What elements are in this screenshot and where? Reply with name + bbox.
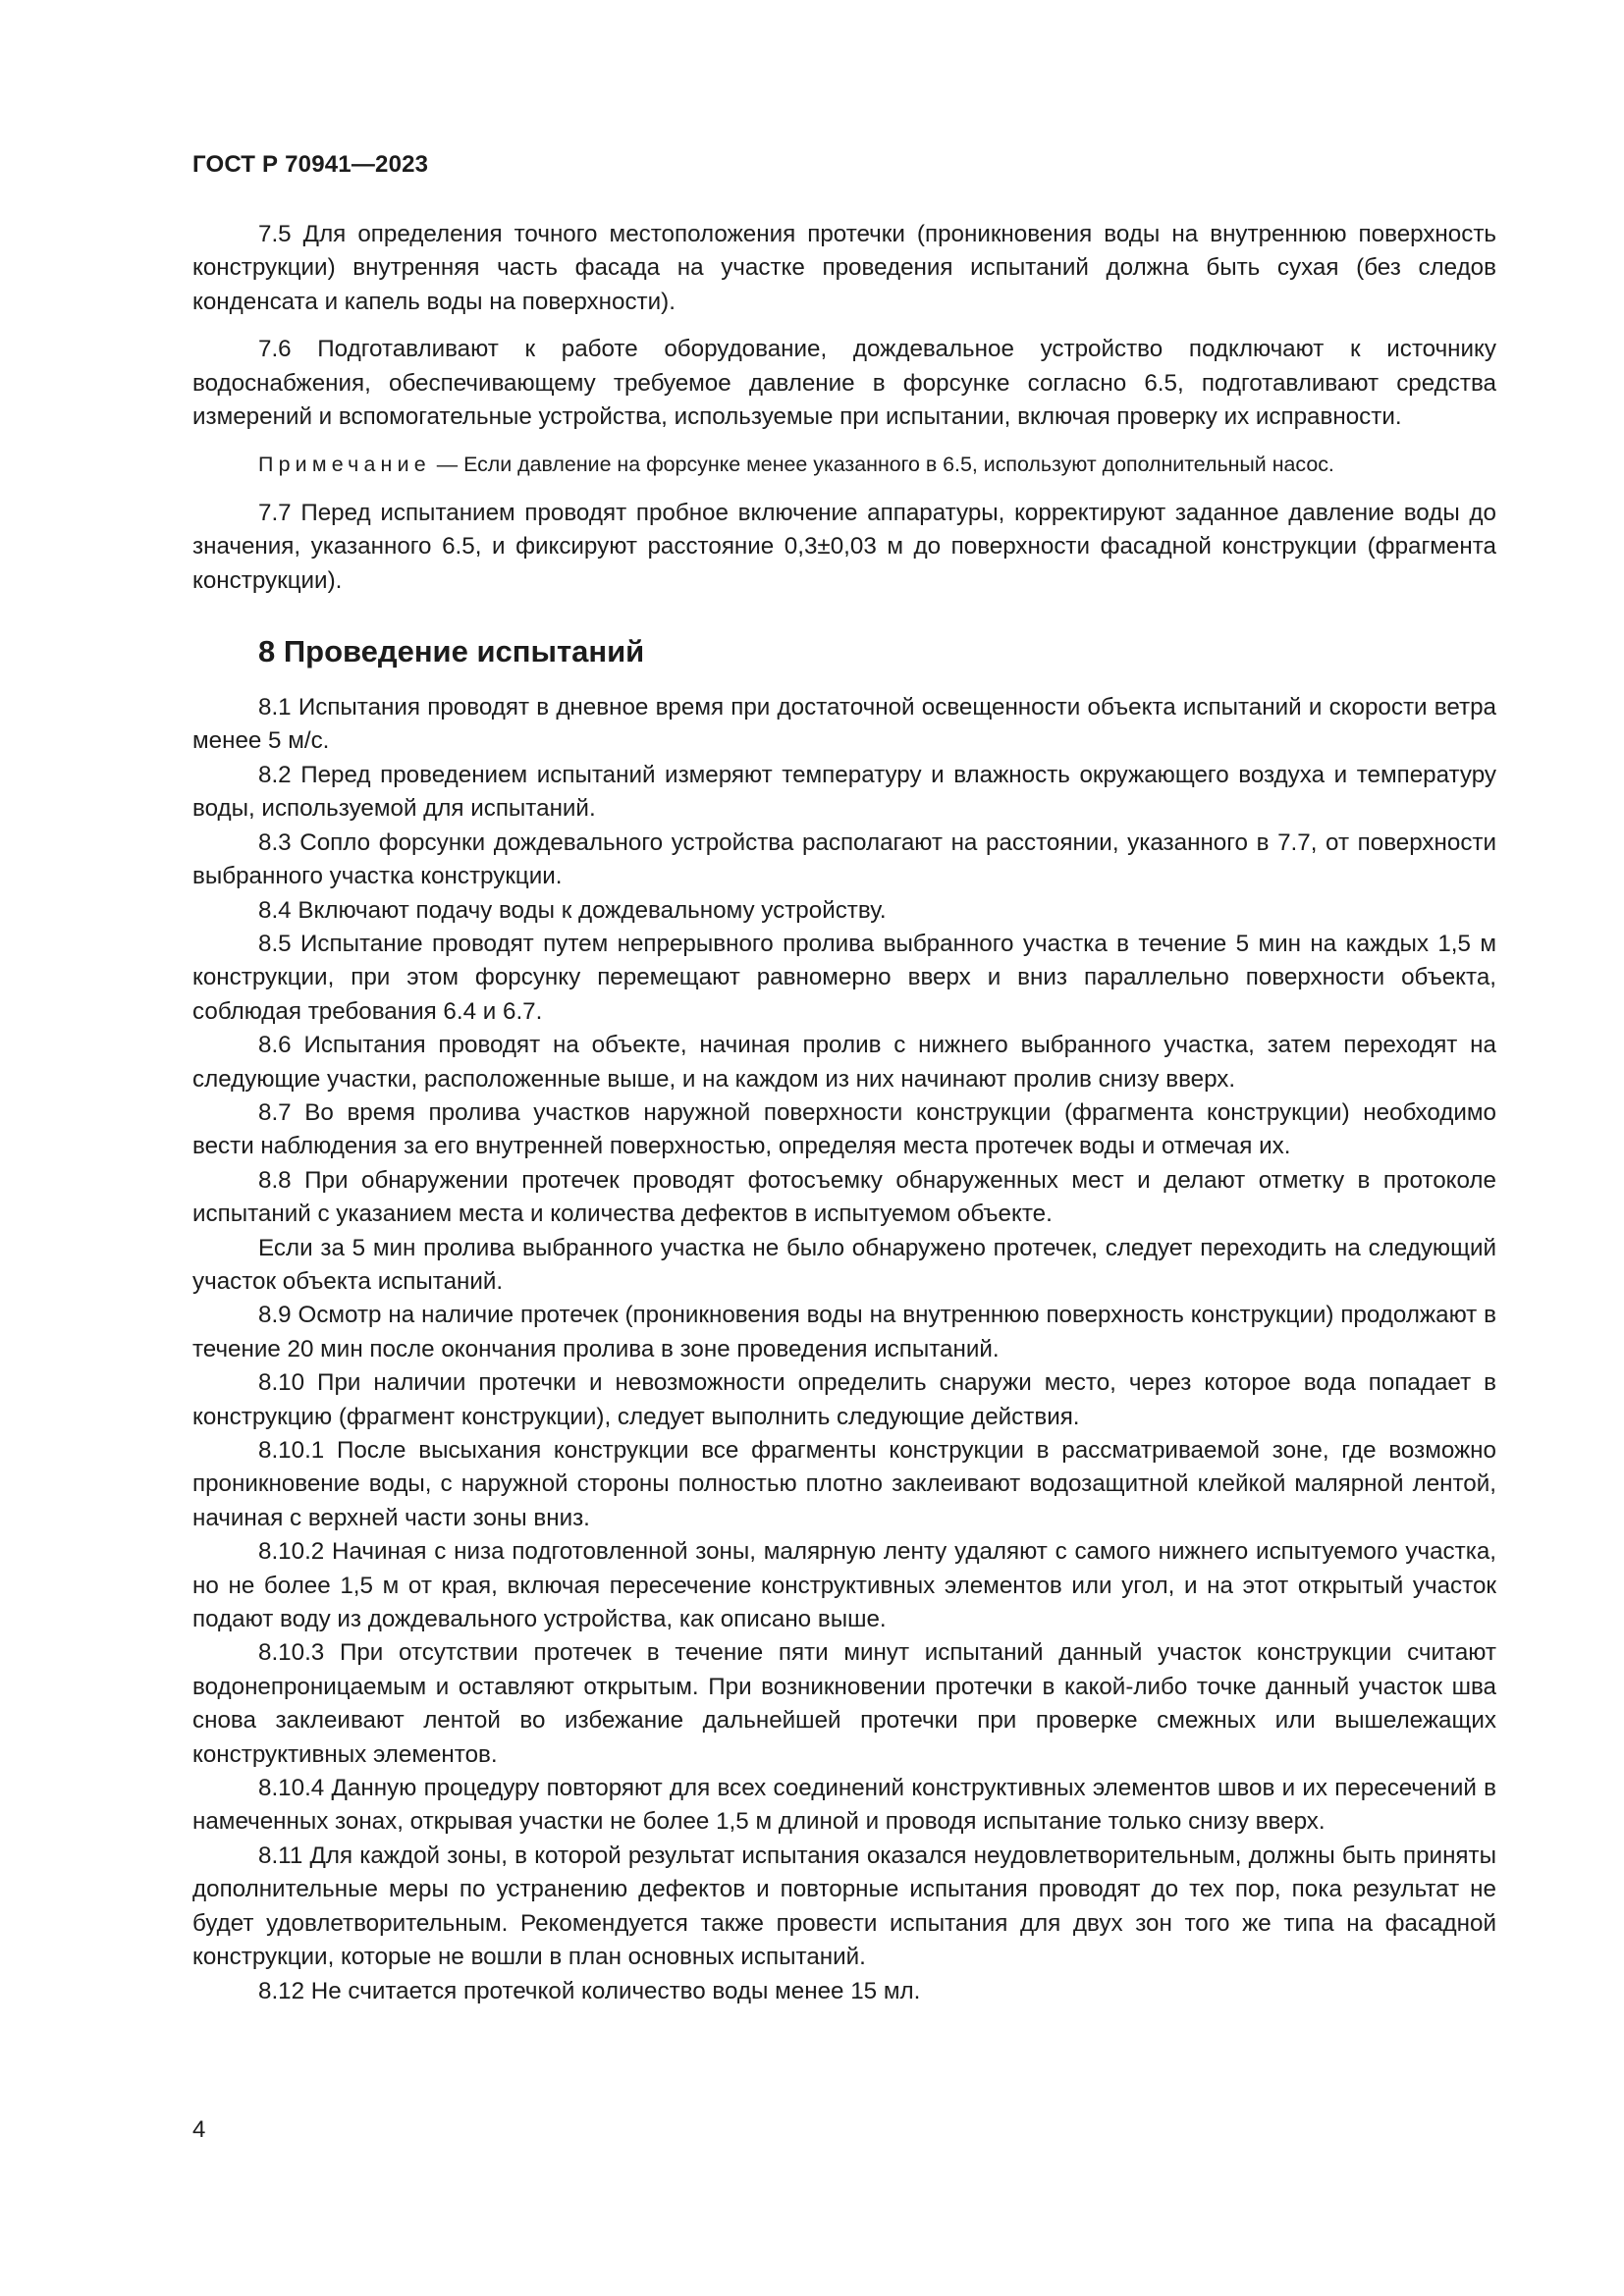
paragraph-8-10-1: 8.10.1 После высыхания конструкции все фрагменты конструкции в рассматриваемой зоне, где возможно проникновение воды, с наружной стороны полностью плотно заклеивают водозащитной клейкой малярной лентой, начиная с верхней части зоны вниз. [192, 1437, 1496, 1531]
paragraph-8-10-4: 8.10.4 Данную процедуру повторяют для всех соединений конструктивных элементов швов и их пересечений в намеченных зонах, открывая участки не более 1,5 м длиной и проводя испытание только снизу вверх. [192, 1775, 1496, 1836]
section-8-heading: 8 Проведение испытаний [258, 634, 645, 669]
paragraph-8-1: 8.1 Испытания проводят в дневное время при достаточной освещенности объекта испытаний и скорости ветра менее 5 м/с. [192, 694, 1496, 755]
page-number: 4 [192, 2116, 206, 2143]
paragraph-7-5: 7.5 Для определения точного местоположения протечки (проникновения воды на внутреннюю поверхность конструкции) внутренняя часть фасада на участке проведения испытаний должна быть сухая (без следов конденсата и капель воды на поверхности). [192, 221, 1496, 315]
paragraph-8-10: 8.10 При наличии протечки и невозможности определить снаружи место, через которое вода попадает в конструкцию (фрагмент конструкции), следует выполнить следующие действия. [192, 1369, 1496, 1430]
paragraph-8-10-2: 8.10.2 Начиная с низа подготовленной зоны, малярную ленту удаляют с самого нижнего испытуемого участка, но не более 1,5 м от края, включая пересечение конструктивных элементов или угол, и на этот открытый участок подают воду из дождевального устройства, как описано выше. [192, 1538, 1496, 1633]
paragraph-8-11: 8.11 Для каждой зоны, в которой результат испытания оказался неудовлетворительным, должны быть приняты дополнительные меры по устранению дефектов и повторные испытания проводят до тех пор, пока результат не будет удовлетворительным. Рекомендуется также провести испытания для двух зон того же типа на фасадной конструкции, которые не вошли в план основных испытаний. [192, 1842, 1496, 1971]
paragraph-8-5: 8.5 Испытание проводят путем непрерывного пролива выбранного участка в течение 5 мин на каждых 1,5 м конструкции, при этом форсунку перемещают равномерно вверх и вниз параллельно поверхности объекта, соблюдая требования 6.4 и 6.7. [192, 930, 1496, 1025]
paragraph-8-12: 8.12 Не считается протечкой количество воды менее 15 мл. [258, 1977, 921, 2004]
page-body [192, 218, 1496, 2008]
note-paragraph [192, 448, 1496, 481]
paragraph-8-4: 8.4 Включают подачу воды к дождевальному устройству. [258, 896, 887, 924]
paragraph-8-10-3: 8.10.3 При отсутствии протечек в течение пяти минут испытаний данный участок конструкции считают водонепроницаемым и оставляют открытым. При возникновении протечки в какой-либо точке данный участок шва снова заклеивают лентой во избежание дальнейшей протечки при проверке смежных или вышележащих конструктивных элементов. [192, 1639, 1496, 1768]
paragraph-8-2: 8.2 Перед проведением испытаний измеряют температуру и влажность окружающего воздуха и температуру воды, используемой для испытаний. [192, 761, 1496, 823]
note-label: Примечание [258, 453, 431, 477]
paragraph-8-6: 8.6 Испытания проводят на объекте, начиная пролив с нижнего выбранного участка, затем переходят на следующие участки, расположенные выше, и на каждом из них начинают пролив снизу вверх. [192, 1032, 1496, 1093]
note-text: — Если давление на форсунке менее указанного в 6.5, используют дополнительный насос. [430, 453, 1334, 477]
paragraph-8-3: 8.3 Сопло форсунки дождевального устройства располагают на расстоянии, указанного в 7.7, от поверхности выбранного участка конструкции. [192, 828, 1496, 890]
paragraph-8-9: 8.9 Осмотр на наличие протечек (проникновения воды на внутреннюю поверхность конструкции) продолжают в течение 20 мин после окончания пролива в зоне проведения испытаний. [192, 1302, 1496, 1362]
paragraph-8-8-continued: Если за 5 мин пролива выбранного участка не было обнаружено протечек, следует переходить на следующий участок объекта испытаний. [192, 1234, 1496, 1295]
document-code-header: ГОСТ Р 70941—2023 [192, 151, 429, 178]
paragraph-8-7: 8.7 Во время пролива участков наружной поверхности конструкции (фрагмента конструкции) необходимо вести наблюдения за его внутренней поверхностью, определяя места протечек воды и отмечая их. [192, 1098, 1496, 1160]
paragraph-8-8: 8.8 При обнаружении протечек проводят фотосъемку обнаруженных мест и делают отметку в протоколе испытаний с указанием места и количества дефектов в испытуемом объекте. [192, 1166, 1496, 1228]
paragraph-7-6: 7.6 Подготавливают к работе оборудование, дождевальное устройство подключают к источнику водоснабжения, обеспечивающему требуемое давление в форсунке согласно 6.5, подготавливают средства измерений и вспомогательные устройства, используемые при испытании, включая проверку их исправности. [192, 336, 1496, 431]
paragraph-7-7: 7.7 Перед испытанием проводят пробное включение аппаратуры, корректируют заданное давление воды до значения, указанного 6.5, и фиксируют расстояние 0,3±0,03 м до поверхности фасадной конструкции (фрагмента конструкции). [192, 499, 1496, 594]
